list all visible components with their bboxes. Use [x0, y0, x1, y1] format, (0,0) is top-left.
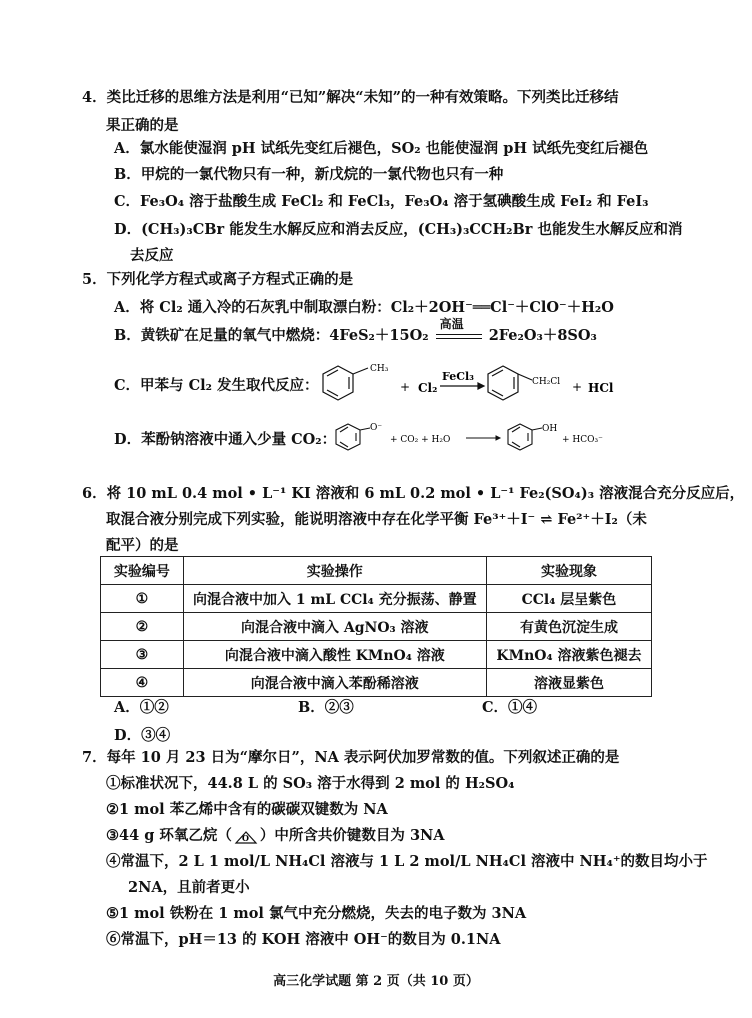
q7-statement-3 — [106, 826, 445, 846]
header-phenomenon: 实验现象 — [486, 557, 651, 585]
q5-b-left: B．黄铁矿在足量的氧气中燃烧：4FeS₂＋15O₂ — [114, 327, 429, 344]
q4-option-d-line1: D．(CH₃)₃CBr 能发生水解反应和消去反应，(CH₃)₃CCH₂Br 也能发生水解反应和消 — [114, 221, 683, 238]
q6-option-a: A．①② — [114, 699, 169, 716]
experiment-table — [100, 556, 652, 697]
benzene-ring-icon — [323, 366, 368, 400]
header-operation: 实验操作 — [183, 557, 486, 585]
cell-id: ② — [101, 613, 184, 641]
header-id: 实验编号 — [101, 557, 184, 585]
product-ch2cl: CH₂Cl — [532, 377, 561, 387]
toluene-ch3: CH₃ — [370, 364, 389, 374]
table-row — [101, 585, 652, 613]
cell-id: ① — [101, 585, 184, 613]
q7-statement-4-line2: 2NA，且前者更小 — [128, 879, 250, 896]
q6-option-d: D．③④ — [114, 727, 171, 744]
table-row — [101, 613, 652, 641]
q6-option-c: C．①④ — [482, 699, 538, 716]
q7-s3-right: ）中所含共价键数目为 3NA — [259, 827, 445, 844]
q6-option-b: B．②③ — [298, 699, 354, 716]
q7-statement-2: ②1 mol 苯乙烯中含有的碳碳双键数为 NA — [106, 801, 388, 818]
plus-sign: + — [400, 380, 411, 394]
q5-option-d-label: D．苯酚钠溶液中通入少量 CO₂： — [114, 431, 337, 448]
cell-phenomenon: 有黄色沉淀生成 — [486, 613, 651, 641]
epoxide-ring-icon — [232, 826, 260, 846]
q6-stem-line2: 取混合液分别完成下列实验，能说明溶液中存在化学平衡 Fe³⁺＋I⁻ ⇌ Fe²⁺＋I₂（未 — [106, 511, 647, 528]
table-header-row — [101, 557, 652, 585]
bicarbonate-product: + HCO₃⁻ — [562, 435, 603, 445]
q5-option-b — [114, 317, 597, 346]
q5-option-c-label: C．甲苯与 Cl₂ 发生取代反应： — [114, 377, 319, 394]
co2-h2o-reactants: + CO₂ + H₂O — [390, 435, 451, 445]
q5-stem: 5．下列化学方程式或离子方程式正确的是 — [82, 271, 354, 288]
chlorine-reagent: Cl₂ — [418, 381, 438, 395]
catalyst-fecl3: FeCl₃ — [442, 370, 474, 383]
q7-statement-1: ①标准状况下，44.8 L 的 SO₃ 溶于水得到 2 mol 的 H₂SO₄ — [106, 775, 515, 792]
toluene-chlorination-equation — [318, 360, 638, 412]
cell-operation: 向混合液中滴入苯酚稀溶液 — [183, 669, 486, 697]
benzene-ring-icon — [508, 424, 542, 450]
q5-option-a: A．将 Cl₂ 通入冷的石灰乳中制取漂白粉：Cl₂＋2OH⁻══Cl⁻＋ClO⁻＋H₂O — [114, 299, 614, 316]
benzene-ring-icon — [336, 424, 370, 450]
cell-id: ④ — [101, 669, 184, 697]
cell-operation: 向混合液中加入 1 mL CCl₄ 充分振荡、静置 — [183, 585, 486, 613]
q7-s3-left: ③44 g 环氧乙烷（ — [106, 827, 232, 844]
reaction-arrow-icon — [440, 383, 484, 389]
phenol-oh: OH — [542, 424, 558, 434]
cell-operation: 向混合液中滴入酸性 KMnO₄ 溶液 — [183, 641, 486, 669]
q4-option-a: A．氯水能使湿润 pH 试纸先变红后褪色，SO₂ 也能使湿润 pH 试纸先变红后褪色 — [114, 140, 649, 157]
q7-stem: 7．每年 10 月 23 日为“摩尔日”，NA 表示阿伏加罗常数的值。下列叙述正确的是 — [82, 749, 620, 766]
reaction-arrow-icon — [466, 436, 500, 440]
hcl-product: HCl — [588, 381, 614, 395]
cell-phenomenon: 溶液显紫色 — [486, 669, 651, 697]
q4-option-d-line2: 去反应 — [130, 247, 174, 264]
q5-b-condition: 高温 — [439, 317, 464, 331]
table-row — [101, 669, 652, 697]
cell-phenomenon: CCl₄ 层呈紫色 — [486, 585, 651, 613]
q4-option-b: B．甲烷的一氯代物只有一种，新戊烷的一氯代物也只有一种 — [114, 166, 504, 183]
cell-phenomenon: KMnO₄ 溶液紫色褪去 — [486, 641, 651, 669]
q4-stem-line1: 4．类比迁移的思维方法是利用“已知”解决“未知”的一种有效策略。下列类比迁移结 — [82, 89, 619, 106]
page-footer: 高三化学试题 第 2 页（共 10 页） — [273, 974, 479, 989]
phenoxide-o: O⁻ — [370, 423, 383, 433]
plus-sign: + — [572, 380, 583, 394]
q7-statement-6: ⑥常温下，pH＝13 的 KOH 溶液中 OH⁻的数目为 0.1NA — [106, 931, 501, 948]
q7-statement-4-line1: ④常温下，2 L 1 mol/L NH₄Cl 溶液与 1 L 2 mol/L NH₄Cl 溶液中 NH₄⁺的数目均小于 — [106, 853, 708, 870]
cell-id: ③ — [101, 641, 184, 669]
table-row — [101, 641, 652, 669]
phenoxide-co2-equation — [330, 418, 630, 458]
benzene-ring-icon — [488, 366, 532, 400]
q7-statement-5: ⑤1 mol 铁粉在 1 mol 氯气中充分燃烧，失去的电子数为 3NA — [106, 905, 527, 922]
cell-operation: 向混合液中滴入 AgNO₃ 溶液 — [183, 613, 486, 641]
q5-b-right: 2Fe₂O₃＋8SO₃ — [488, 327, 597, 344]
q4-option-c: C．Fe₃O₄ 溶于盐酸生成 FeCl₂ 和 FeCl₃，Fe₃O₄ 溶于氢碘酸生成 FeI₂ 和 FeI₃ — [114, 193, 649, 210]
q6-stem-line3: 配平）的是 — [106, 537, 179, 554]
q4-stem-line2: 果正确的是 — [106, 117, 179, 134]
high-temp-arrow — [434, 317, 484, 346]
epoxide-oxygen: O — [241, 833, 249, 843]
q6-stem-line1: 6．将 10 mL 0.4 mol • L⁻¹ KI 溶液和 6 mL 0.2 mol • L⁻¹ Fe₂(SO₄)₃ 溶液混合充分反应后， — [82, 485, 745, 502]
